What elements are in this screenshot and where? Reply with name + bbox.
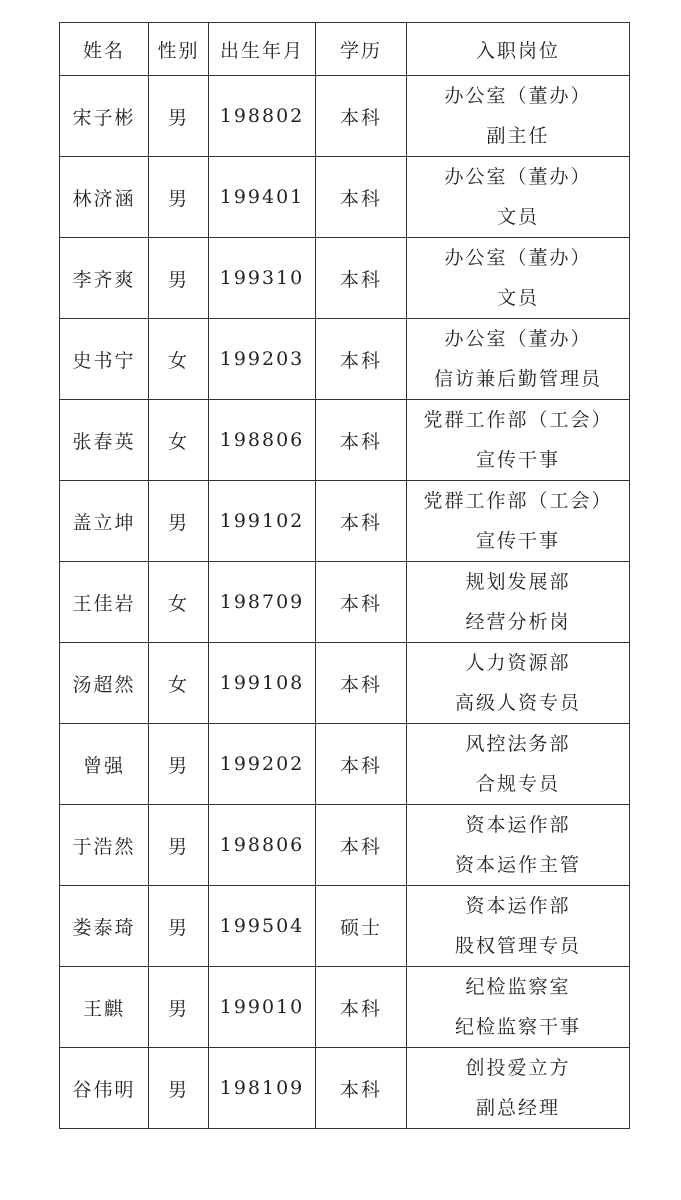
position-title: 信访兼后勤管理员	[433, 368, 602, 390]
position-title: 高级人资专员	[454, 692, 581, 714]
cell-position	[407, 238, 630, 319]
cell-name: 于浩然	[60, 805, 149, 886]
employee-roster-table	[59, 22, 630, 1129]
cell-education: 本科	[316, 400, 407, 481]
cell-education: 本科	[316, 76, 407, 157]
cell-education: 本科	[316, 805, 407, 886]
cell-birth: 198109	[209, 1048, 316, 1129]
cell-education: 硕士	[316, 886, 407, 967]
cell-name: 娄泰琦	[60, 886, 149, 967]
cell-name: 史书宁	[60, 319, 149, 400]
table-row	[60, 157, 630, 238]
table-row	[60, 481, 630, 562]
header-gender: 性别	[149, 23, 209, 76]
cell-gender: 男	[149, 724, 209, 805]
cell-gender: 男	[149, 1048, 209, 1129]
table-row	[60, 1048, 630, 1129]
cell-name: 张春英	[60, 400, 149, 481]
cell-education: 本科	[316, 967, 407, 1048]
header-birth: 出生年月	[209, 23, 316, 76]
cell-name: 王麒	[60, 967, 149, 1048]
cell-birth: 198709	[209, 562, 316, 643]
cell-gender: 男	[149, 886, 209, 967]
cell-birth: 199202	[209, 724, 316, 805]
cell-name: 谷伟明	[60, 1048, 149, 1129]
position-department: 党群工作部（工会）	[423, 409, 613, 431]
position-title: 资本运作主管	[454, 854, 581, 876]
cell-education: 本科	[316, 319, 407, 400]
cell-gender: 男	[149, 238, 209, 319]
cell-birth: 199310	[209, 238, 316, 319]
position-title: 宣传干事	[475, 449, 560, 471]
cell-name: 林济涵	[60, 157, 149, 238]
position-department: 党群工作部（工会）	[423, 490, 613, 512]
cell-education: 本科	[316, 238, 407, 319]
position-title: 副主任	[486, 125, 550, 147]
position-department: 纪检监察室	[465, 976, 571, 998]
position-department: 人力资源部	[465, 652, 571, 674]
cell-name: 汤超然	[60, 643, 149, 724]
cell-birth: 199108	[209, 643, 316, 724]
cell-position	[407, 805, 630, 886]
table-row	[60, 967, 630, 1048]
cell-position	[407, 562, 630, 643]
cell-position	[407, 400, 630, 481]
cell-birth: 199203	[209, 319, 316, 400]
position-department: 办公室（董办）	[444, 85, 592, 107]
cell-gender: 男	[149, 805, 209, 886]
cell-name: 王佳岩	[60, 562, 149, 643]
cell-birth: 198806	[209, 400, 316, 481]
cell-position	[407, 481, 630, 562]
cell-education: 本科	[316, 1048, 407, 1129]
cell-gender: 男	[149, 481, 209, 562]
table-row	[60, 562, 630, 643]
table-row	[60, 805, 630, 886]
cell-position	[407, 967, 630, 1048]
table-row	[60, 76, 630, 157]
cell-position	[407, 643, 630, 724]
cell-name: 盖立坤	[60, 481, 149, 562]
position-title: 纪检监察干事	[454, 1016, 581, 1038]
cell-name: 李齐爽	[60, 238, 149, 319]
position-department: 办公室（董办）	[444, 328, 592, 350]
position-department: 风控法务部	[465, 733, 571, 755]
cell-gender: 男	[149, 157, 209, 238]
cell-gender: 女	[149, 319, 209, 400]
position-title: 经营分析岗	[465, 611, 571, 633]
cell-education: 本科	[316, 643, 407, 724]
cell-position	[407, 319, 630, 400]
position-department: 创投爱立方	[465, 1057, 571, 1079]
cell-gender: 女	[149, 562, 209, 643]
table-row	[60, 724, 630, 805]
cell-gender: 女	[149, 400, 209, 481]
position-title: 文员	[496, 287, 539, 309]
position-department: 资本运作部	[465, 895, 571, 917]
cell-position	[407, 724, 630, 805]
cell-birth: 198802	[209, 76, 316, 157]
cell-education: 本科	[316, 481, 407, 562]
cell-education: 本科	[316, 157, 407, 238]
cell-birth: 199010	[209, 967, 316, 1048]
position-department: 规划发展部	[465, 571, 571, 593]
position-title: 合规专员	[475, 773, 560, 795]
cell-position	[407, 76, 630, 157]
cell-name: 曾强	[60, 724, 149, 805]
cell-gender: 男	[149, 76, 209, 157]
cell-gender: 女	[149, 643, 209, 724]
cell-birth: 198806	[209, 805, 316, 886]
position-title: 文员	[496, 206, 539, 228]
cell-gender: 男	[149, 967, 209, 1048]
cell-birth: 199504	[209, 886, 316, 967]
position-department: 办公室（董办）	[444, 166, 592, 188]
position-title: 股权管理专员	[454, 935, 581, 957]
table-row	[60, 319, 630, 400]
header-education: 学历	[316, 23, 407, 76]
table-row	[60, 886, 630, 967]
table-body	[60, 76, 630, 1129]
header-row	[60, 23, 630, 76]
cell-education: 本科	[316, 724, 407, 805]
position-department: 办公室（董办）	[444, 247, 592, 269]
position-department: 资本运作部	[465, 814, 571, 836]
table-row	[60, 400, 630, 481]
position-title: 宣传干事	[475, 530, 560, 552]
cell-name: 宋子彬	[60, 76, 149, 157]
cell-education: 本科	[316, 562, 407, 643]
cell-position	[407, 886, 630, 967]
cell-birth: 199102	[209, 481, 316, 562]
header-position: 入职岗位	[407, 23, 630, 76]
table-row	[60, 643, 630, 724]
header-name: 姓名	[60, 23, 149, 76]
cell-birth: 199401	[209, 157, 316, 238]
cell-position	[407, 157, 630, 238]
cell-position	[407, 1048, 630, 1129]
table-row	[60, 238, 630, 319]
position-title: 副总经理	[475, 1097, 560, 1119]
table-header	[60, 23, 630, 76]
